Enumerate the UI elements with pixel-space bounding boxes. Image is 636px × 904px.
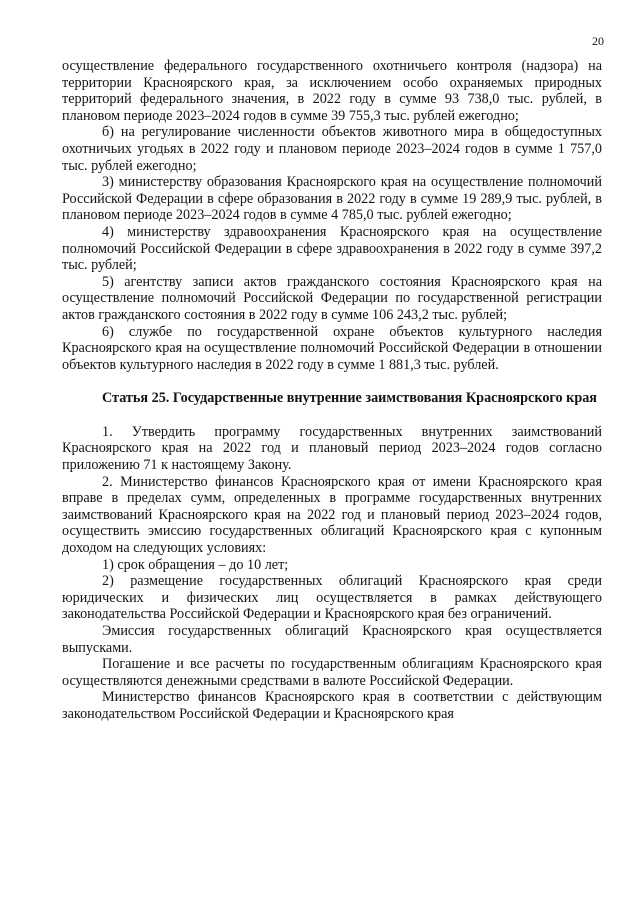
page-number: 20 xyxy=(592,34,604,48)
paragraph: Эмиссия государственных облигаций Красноярского края осуществляется выпусками. xyxy=(62,622,602,656)
paragraph: б) на регулирование численности объектов животного мира в общедоступных охотничьих угодьях в 2022 году и плановом периоде 2023–2024 годов в сумме 1 757,0 тыс. рублей ежегодно; xyxy=(62,124,602,174)
paragraph: 1. Утвердить программу государственных внутренних заимствований Красноярского края на 2022 год и плановый период 2023–2024 годов согласно приложению 71 к настоящему Закону. xyxy=(62,423,602,473)
paragraph: Министерство финансов Красноярского края в соответствии с действующим законодательством Российской Федерации и Красноярского края xyxy=(62,689,602,722)
paragraph: 6) службе по государственной охране объектов культурного наследия Красноярского края на осуществление полномочий Российской Федерации в отношении объектов культурного наследия в 2022 году в сумме 1 881,3 тыс. рублей. xyxy=(62,323,602,373)
paragraph: осуществление федерального государственного охотничьего контроля (надзора) на территории Красноярского края, за исключением особо охраняемых природных территорий федерального значения, в 2022 году в сумме 93 738,0 тыс. рублей, в плановом периоде 2023–2024 годов в сумме 39 755,3 тыс. рублей ежегодно; xyxy=(62,58,602,124)
paragraph: 5) агентству записи актов гражданского состояния Красноярского края на осуществление полномочий Российской Федерации по государственной регистрации актов гражданского состояния в 2022 году в сумме 106 243,2 тыс. рублей; xyxy=(62,273,602,323)
paragraph: Погашение и все расчеты по государственным облигациям Красноярского края осуществляются денежными средствами в валюте Российской Федерации. xyxy=(62,656,602,689)
paragraph: 3) министерству образования Красноярского края на осуществление полномочий Российской Федерации в сфере образования в 2022 году в сумме 19 289,9 тыс. рублей, в плановом периоде 2023–2024 годов в сумме 4 785,0 тыс. рублей ежегодно; xyxy=(62,174,602,224)
paragraph: 4) министерству здравоохранения Красноярского края на осуществление полномочий Российской Федерации в сфере здравоохранения в 2022 году в сумме 397,2 тыс. рублей; xyxy=(62,223,602,274)
paragraph: 2) размещение государственных облигаций Красноярского края среди юридических и физических лиц осуществляется в рамках действующего законодательства Российской Федерации и Красноярского края без ограничений. xyxy=(62,573,602,623)
paragraph: 2. Министерство финансов Красноярского края от имени Красноярского края вправе в пределах сумм, определенных в программе государственных внутренних заимствований Красноярского края на 2022 год и плановый период 2023–2024 годов, осуществить эмиссию государственных облигаций Красноярского края с купонным доходом на следующих условиях: xyxy=(62,473,602,556)
paragraph: 1) срок обращения – до 10 лет; xyxy=(102,556,289,573)
page-body xyxy=(62,58,602,722)
article-heading: Статья 25. Государственные внутренние заимствования Красноярского края xyxy=(102,390,597,407)
